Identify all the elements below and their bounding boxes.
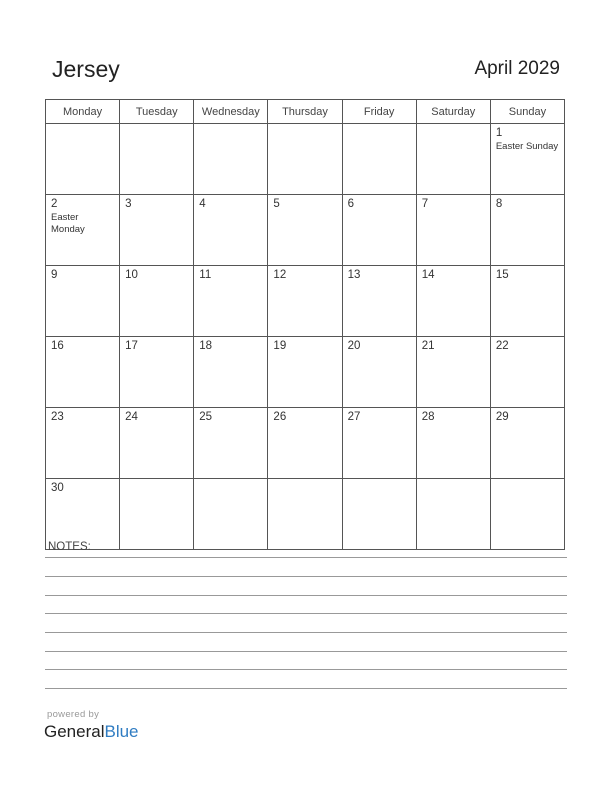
- day-number: 9: [51, 269, 58, 281]
- day-number: 24: [125, 411, 138, 423]
- calendar-month-title: April 2029: [474, 58, 560, 79]
- calendar-day-cell: [490, 479, 564, 550]
- calendar-day-cell: [46, 479, 120, 550]
- note-line: [45, 651, 567, 652]
- day-number: 15: [495, 269, 509, 281]
- calendar-day-cell: [416, 124, 490, 195]
- day-number: 10: [125, 269, 138, 281]
- calendar-week-row: [46, 124, 565, 195]
- weekday-header: Wednesday: [194, 100, 268, 124]
- weekday-header: Saturday: [416, 100, 490, 124]
- weekday-header: Monday: [46, 100, 120, 124]
- calendar-day-cell: [46, 408, 120, 479]
- calendar-day-cell: [268, 337, 342, 408]
- calendar-week-row: [46, 408, 565, 479]
- day-number: 2: [51, 198, 58, 210]
- calendar-day-cell: [416, 479, 490, 550]
- calendar-day-cell: [268, 195, 342, 266]
- calendar-day-cell: [342, 408, 416, 479]
- day-number: 21: [421, 340, 435, 352]
- calendar-day-cell: [46, 124, 120, 195]
- note-line: [45, 557, 567, 558]
- note-line: [45, 688, 567, 689]
- calendar-day-cell: [194, 337, 268, 408]
- calendar-day-cell: [46, 337, 120, 408]
- calendar-grid: [45, 99, 565, 550]
- calendar-day-cell: [268, 408, 342, 479]
- day-number: 16: [51, 340, 64, 352]
- day-number: 17: [125, 340, 138, 352]
- calendar-week-row: [46, 337, 565, 408]
- weekday-header: Thursday: [268, 100, 342, 124]
- calendar-day-cell: [490, 337, 564, 408]
- calendar-day-cell: [342, 337, 416, 408]
- day-number: 28: [421, 411, 435, 423]
- holiday-label: Easter Sunday: [495, 141, 559, 152]
- day-number: 4: [199, 198, 206, 210]
- calendar-day-cell: [342, 195, 416, 266]
- day-number: 14: [421, 269, 435, 281]
- footer-branding: [44, 709, 139, 742]
- calendar-day-cell: [120, 479, 194, 550]
- notes-section: [45, 541, 567, 553]
- calendar-day-cell: [416, 195, 490, 266]
- note-line: [45, 595, 567, 596]
- calendar-day-cell: [342, 124, 416, 195]
- day-number: 8: [495, 198, 503, 210]
- calendar-day-cell: [46, 195, 120, 266]
- calendar-day-cell: [194, 195, 268, 266]
- note-line: [45, 632, 567, 633]
- day-number: 25: [199, 411, 213, 423]
- day-number: 22: [495, 340, 509, 352]
- calendar-day-cell: [416, 266, 490, 337]
- calendar-day-cell: [490, 124, 564, 195]
- brand-logo[interactable]: [44, 722, 139, 742]
- day-number: 3: [125, 198, 132, 210]
- day-number: 30: [51, 482, 64, 494]
- calendar-day-cell: [120, 124, 194, 195]
- notes-label: NOTES:: [48, 541, 91, 553]
- calendar-day-cell: [490, 408, 564, 479]
- weekday-header: Friday: [342, 100, 416, 124]
- calendar-day-cell: [194, 266, 268, 337]
- calendar-day-cell: [416, 408, 490, 479]
- weekday-header: Tuesday: [120, 100, 194, 124]
- calendar-week-row: [46, 479, 565, 550]
- calendar-day-cell: [342, 266, 416, 337]
- calendar-week-row: [46, 266, 565, 337]
- weekday-header: Sunday: [490, 100, 564, 124]
- day-number: 5: [273, 198, 280, 210]
- day-number: 11: [199, 269, 212, 281]
- calendar-day-cell: [490, 266, 564, 337]
- calendar-day-cell: [46, 266, 120, 337]
- day-number: 27: [347, 411, 361, 423]
- day-number: 6: [347, 198, 354, 210]
- calendar-day-cell: [120, 408, 194, 479]
- calendar-day-cell: [342, 479, 416, 550]
- brand-name-part2: Blue: [104, 722, 139, 741]
- note-line: [45, 613, 567, 614]
- calendar-day-cell: [120, 337, 194, 408]
- day-number: 7: [421, 198, 429, 210]
- calendar-day-cell: [268, 479, 342, 550]
- holiday-label: Easter Monday: [51, 212, 85, 235]
- calendar-day-cell: [120, 195, 194, 266]
- day-number: 18: [199, 340, 213, 352]
- calendar-day-cell: [490, 195, 564, 266]
- calendar-day-cell: [416, 337, 490, 408]
- weekday-header-row: [46, 100, 565, 124]
- calendar-day-cell: [268, 266, 342, 337]
- note-line: [45, 669, 567, 670]
- calendar-day-cell: [120, 266, 194, 337]
- powered-by-text: powered by: [47, 709, 100, 720]
- calendar-day-cell: [194, 479, 268, 550]
- day-number: 1: [495, 127, 503, 139]
- note-line: [45, 576, 567, 577]
- brand-name-part1: General: [44, 722, 105, 741]
- day-number: 20: [347, 340, 361, 352]
- day-number: 23: [51, 411, 64, 423]
- day-number: 29: [495, 411, 509, 423]
- calendar-day-cell: [194, 408, 268, 479]
- calendar-day-cell: [268, 124, 342, 195]
- calendar-week-row: [46, 195, 565, 266]
- calendar-day-cell: [194, 124, 268, 195]
- day-number: 19: [273, 340, 287, 352]
- day-number: 12: [273, 269, 287, 281]
- day-number: 26: [273, 411, 287, 423]
- day-number: 13: [347, 269, 361, 281]
- calendar-region-title: Jersey: [52, 56, 120, 82]
